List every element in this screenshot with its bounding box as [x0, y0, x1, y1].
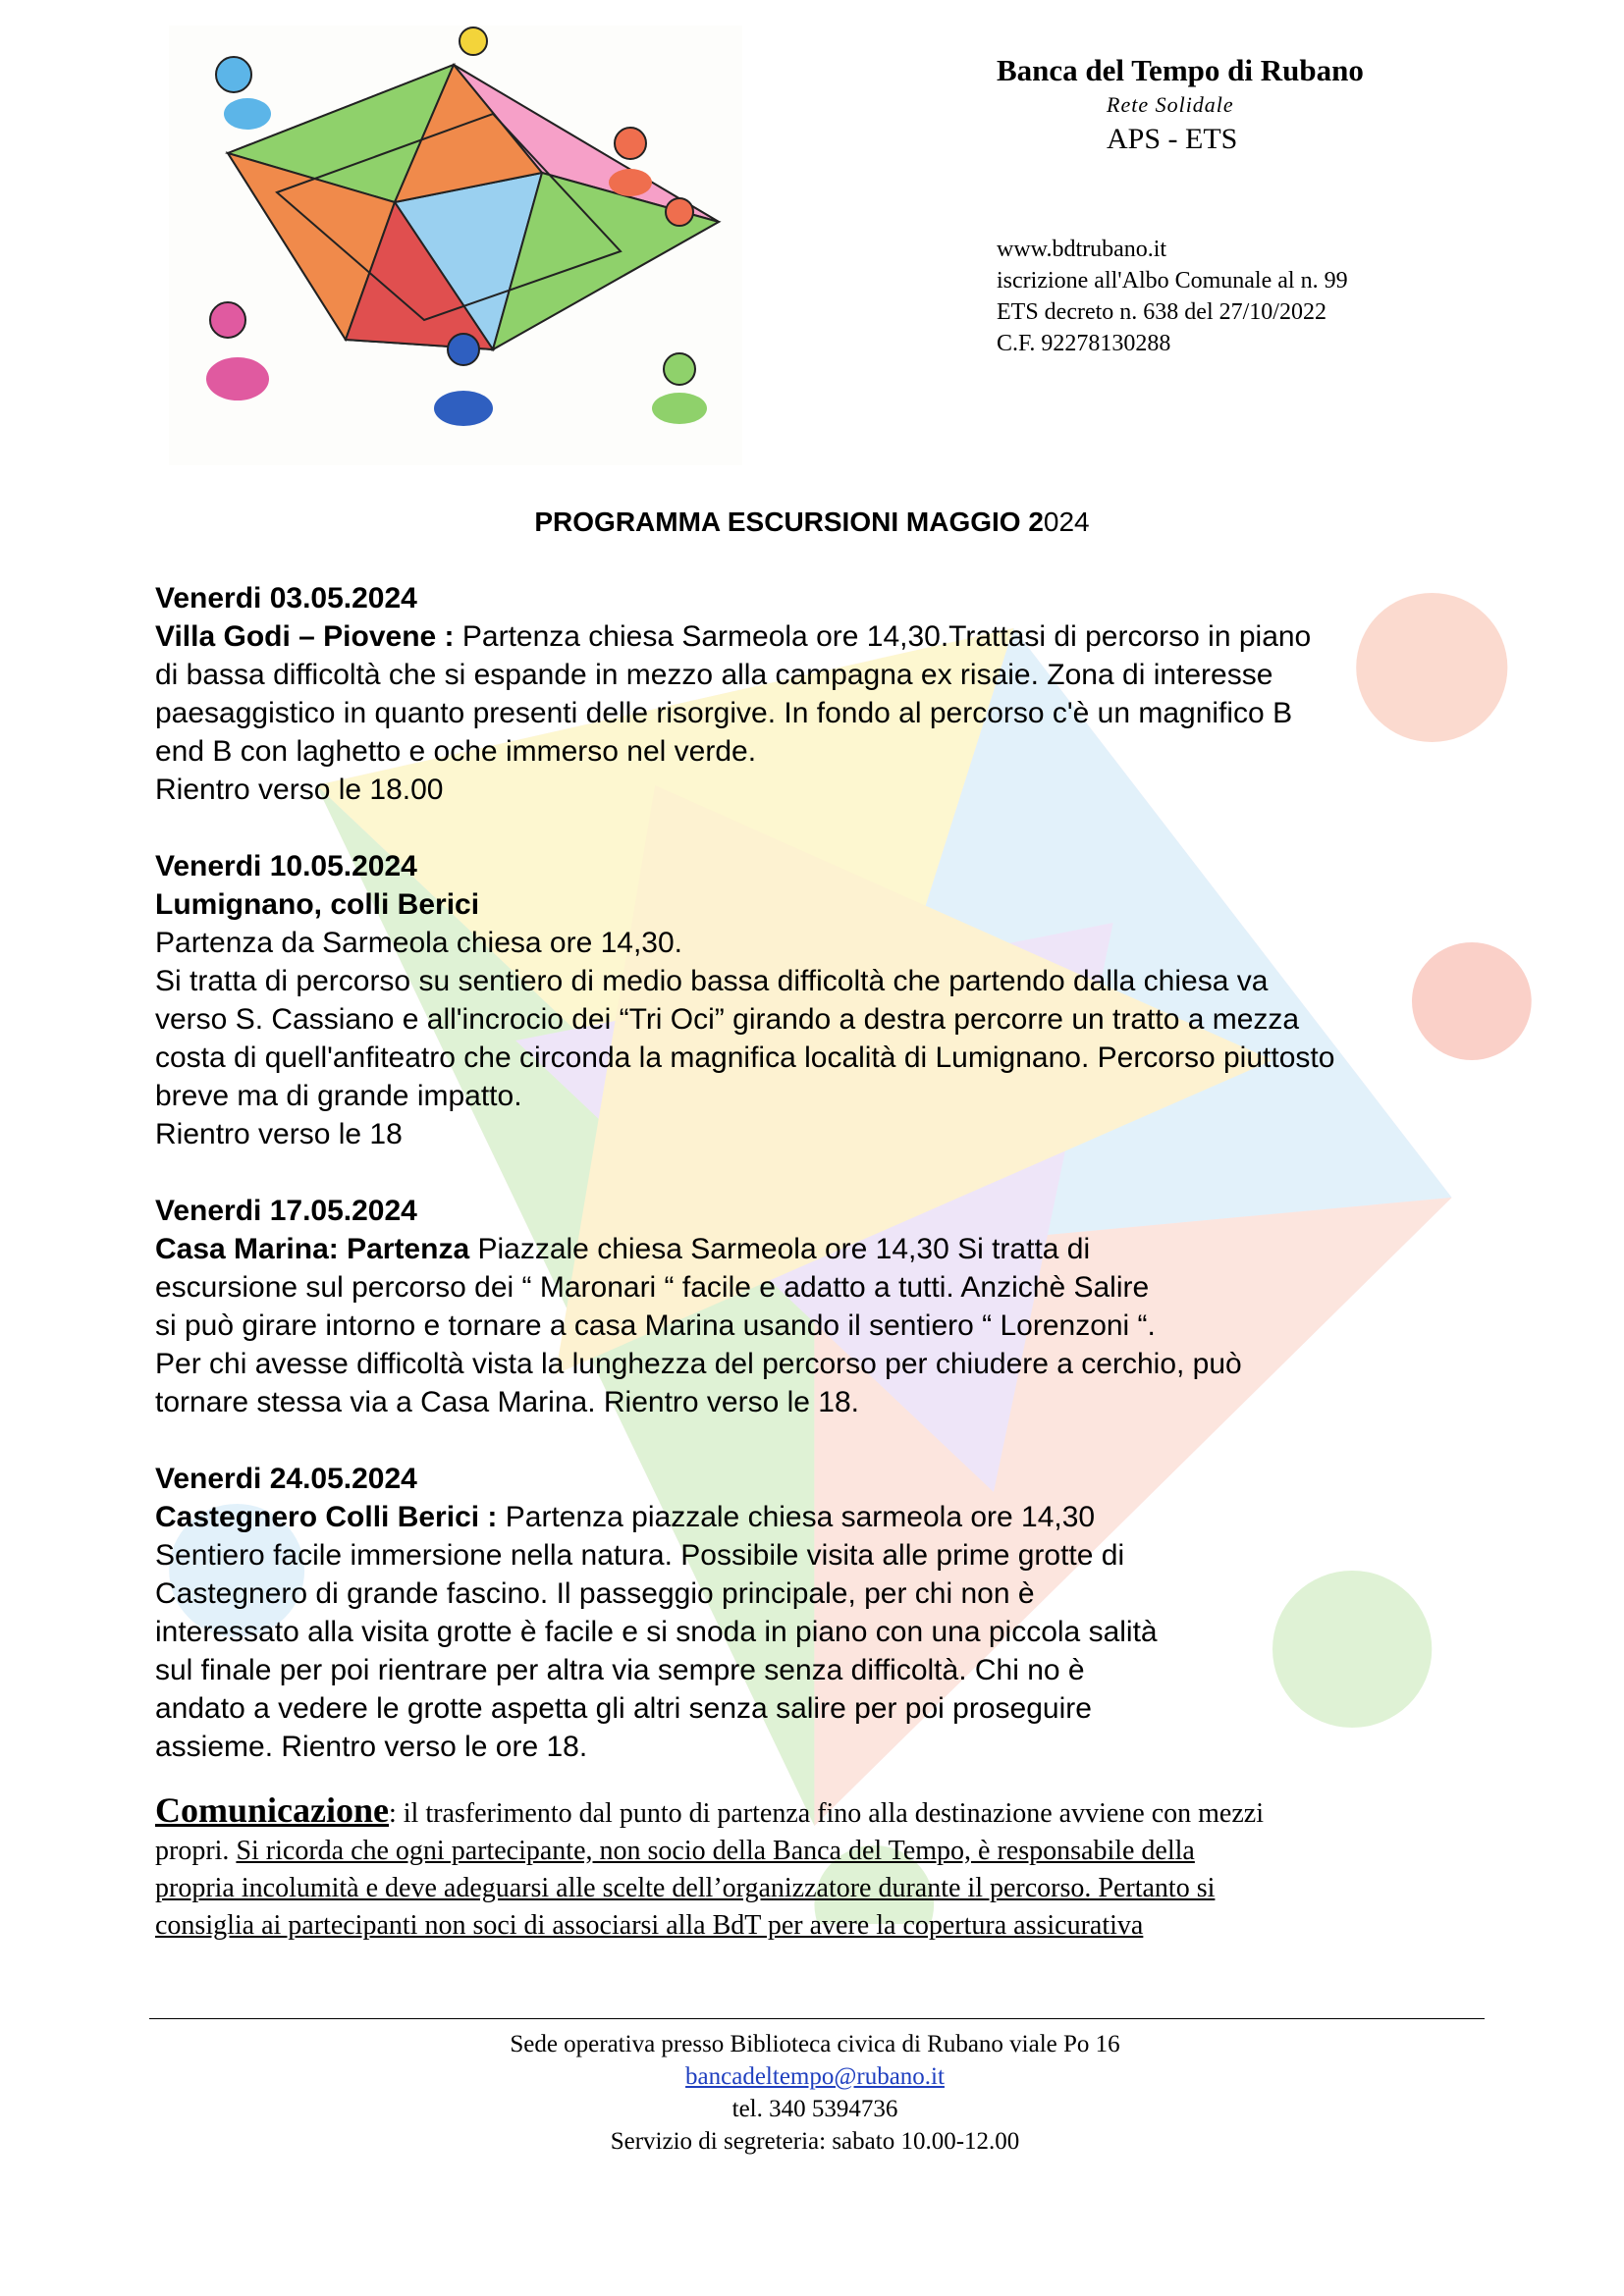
organization-subtitle: Rete Solidale: [1107, 92, 1234, 117]
communication-warning: propria incolumità e deve adeguarsi alle scelte dell’organizzatore durante il percorso. Pertanto si: [155, 1873, 1216, 1903]
footer-address: Sede operativa presso Biblioteca civica di Rubano viale Po 16: [510, 2031, 1120, 2057]
communication-warning: Si ricorda che ogni partecipante, non socio della Banca del Tempo, è responsabile della: [236, 1836, 1195, 1866]
event-line: si può girare intorno e tornare a casa Marina usando il sentiero “ Lorenzoni “.: [155, 1309, 1156, 1342]
event-line: end B con laghetto e oche immerso nel verde.: [155, 735, 757, 768]
registry-text: iscrizione all'Albo Comunale al n. 99: [997, 268, 1348, 294]
event-line: Castegnero di grande fascino. Il passeggio principale, per chi non è: [155, 1577, 1035, 1610]
event-date: Venerdi 17.05.2024: [155, 1195, 417, 1227]
event-line: [155, 1498, 1490, 1536]
event-return-time: Rientro verso le 18.00: [155, 774, 444, 806]
footer-hours: Servizio di segreteria: sabato 10.00-12.00: [610, 2128, 1020, 2155]
event-place: Casa Marina: Partenza: [155, 1233, 470, 1265]
event-return-time: Rientro verso le 18: [155, 1118, 403, 1150]
event-line: [155, 1230, 1490, 1268]
event-line: costa di quell'anfiteatro che circonda la magnifica località di Lumignano. Percorso piuttosto: [155, 1041, 1335, 1074]
event-line: assieme. Rientro verso le ore 18.: [155, 1731, 588, 1763]
event-line: Si tratta di percorso su sentiero di medio bassa difficoltà che partendo dalla chiesa va: [155, 965, 1269, 997]
event-line: tornare stessa via a Casa Marina. Rientro verso le 18.: [155, 1386, 859, 1418]
footer-phone: tel. 340 5394736: [731, 2096, 898, 2122]
event-line: interessato alla visita grotte è facile e si snoda in piano con una piccola salità: [155, 1616, 1158, 1648]
footer-email-link[interactable]: bancadeltempo@rubano.it: [685, 2063, 945, 2090]
event-place: Villa Godi – Piovene :: [155, 620, 455, 653]
event-line: sul finale per poi rientrare per altra via sempre senza difficoltà. Chi no è: [155, 1654, 1085, 1686]
event-text: Partenza piazzale chiesa sarmeola ore 14,30: [497, 1501, 1096, 1533]
event-line: andato a vedere le grotte aspetta gli altri senza salire per poi proseguire: [155, 1692, 1092, 1725]
logo-image: [169, 26, 742, 465]
page-title-tail: 024: [1043, 507, 1090, 537]
communication-note: [155, 1791, 1471, 1945]
communication-warning: consiglia ai partecipanti non soci di associarsi alla BdT per avere la copertura assicurativa: [155, 1910, 1144, 1941]
event-date: Venerdi 03.05.2024: [155, 582, 417, 614]
event-item: [155, 1192, 1490, 1421]
organization-name: Banca del Tempo di Rubano: [997, 53, 1364, 87]
event-line: Sentiero facile immersione nella natura. Possibile visita alle prime grotte di: [155, 1539, 1125, 1572]
organization-info: [997, 234, 1546, 359]
event-place: Castegnero Colli Berici :: [155, 1501, 498, 1533]
tax-code-text: C.F. 92278130288: [997, 331, 1171, 356]
event-line: [155, 617, 1490, 656]
event-item: [155, 579, 1490, 809]
footer-divider: [149, 2018, 1485, 2019]
decree-text: ETS decreto n. 638 del 27/10/2022: [997, 299, 1326, 325]
website-text: www.bdtrubano.it: [997, 237, 1167, 262]
event-text: Piazzale chiesa Sarmeola ore 14,30 Si tratta di: [469, 1233, 1091, 1265]
event-line: paesaggistico in quanto presenti delle risorgive. In fondo al percorso c'è un magnifico B: [155, 697, 1293, 729]
event-text: Partenza chiesa Sarmeola ore 14,30.Trattasi di percorso in piano: [454, 620, 1312, 653]
events-list: [155, 579, 1490, 1804]
communication-text: propri.: [155, 1836, 237, 1866]
communication-text: : il trasferimento dal punto di partenza fino alla destinazione avviene con mezzi: [389, 1798, 1264, 1829]
event-item: [155, 1460, 1490, 1766]
event-date: Venerdi 10.05.2024: [155, 850, 417, 882]
event-line: breve ma di grande impatto.: [155, 1080, 522, 1112]
page-title-main: PROGRAMMA ESCURSIONI MAGGIO 2: [534, 507, 1044, 537]
event-line: di bassa difficoltà che si espande in mezzo alla campagna ex risaie. Zona di interesse: [155, 659, 1273, 691]
event-place: Lumignano, colli Berici: [155, 888, 480, 921]
event-line: Partenza da Sarmeola chiesa ore 14,30.: [155, 927, 682, 959]
event-date: Venerdi 24.05.2024: [155, 1463, 417, 1495]
event-line: verso S. Cassiano e all'incrocio dei “Tri Oci” girando a destra percorre un tratto a mezza: [155, 1003, 1300, 1036]
event-line: escursione sul percorso dei “ Maronari “ facile e adatto a tutti. Anzichè Salire: [155, 1271, 1150, 1304]
organization-type: APS - ETS: [1107, 123, 1238, 155]
page-title: [0, 505, 1624, 540]
communication-title: Comunicazione: [155, 1790, 389, 1830]
organization-header: [997, 51, 1527, 159]
event-line: Per chi avesse difficoltà vista la lunghezza del percorso per chiudere a cerchio, può: [155, 1348, 1242, 1380]
footer: [0, 2028, 1624, 2158]
event-item: [155, 847, 1490, 1153]
